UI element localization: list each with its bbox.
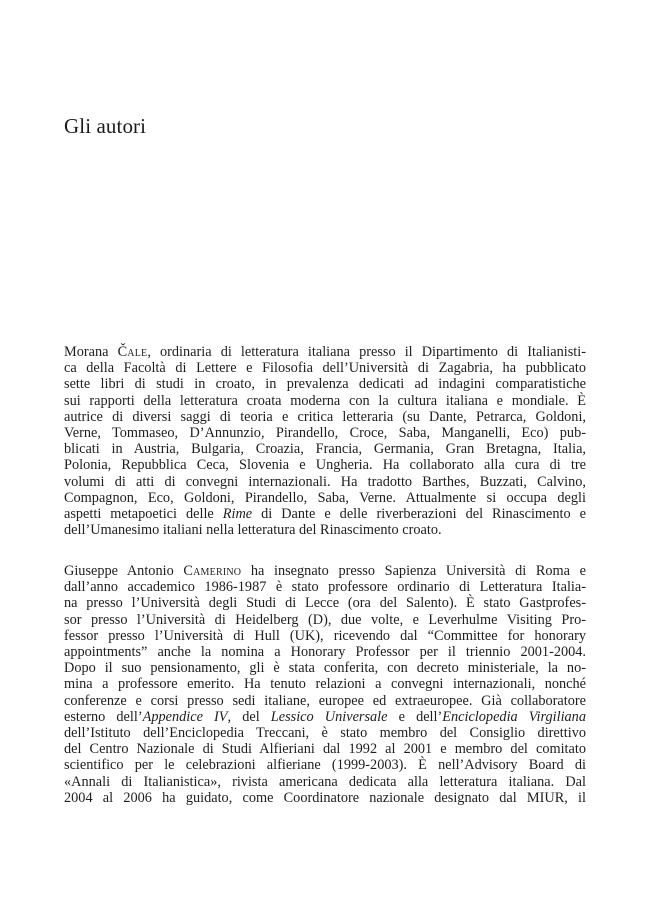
bio-line: Verne, Tommaseo, D’Annunzio, Pirandello, Croce, Saba, Manganelli, Eco) pub-: [64, 425, 586, 442]
work-title: Enciclopedia Virgiliana: [442, 708, 586, 725]
bio-line: sui rapporti della letteratura croata moderna con la cultura italiana e mondiale. È: [64, 392, 586, 409]
bio-line: 2004 al 2006 ha guidato, come Coordinatore nazionale designato dal MIUR, il: [64, 789, 586, 806]
bio-line: esterno dell’Appendice IV, del Lessico Universale e dell’Enciclopedia Virgiliana: [64, 708, 586, 725]
bio-line: scientifico per le celebrazioni alfieriane (1999-2003). È nell’Advisory Board di: [64, 757, 586, 774]
bio-line: dell’Umanesimo italiani nella letteratura del Rinascimento croato.: [64, 522, 442, 539]
bio-line: volumi di atti di convegni internazionali. Ha tradotto Barthes, Buzzati, Calvino,: [64, 473, 586, 490]
bio-line: Polonia, Repubblica Ceca, Slovenia e Ungheria. Ha collaborato alla cura di tre: [64, 457, 586, 474]
bio-line: aspetti metapoetici delle Rime di Dante e delle riverberazioni del Rinascimento e: [64, 506, 587, 523]
bio-line: fessor presso l’Università di Hull (UK), ricevendo dal “Committee for honorary: [64, 627, 586, 644]
bio-line: Dopo il suo pensionamento, gli è stata conferita, con decreto ministeriale, la no-: [64, 660, 586, 677]
bio-line: Morana Čale, ordinaria di letteratura italiana presso il Dipartimento di Italianisti-: [64, 344, 586, 360]
bio-line: na presso l’Università degli Studi di Lecce (ora del Salento). È stato Gastprofes-: [64, 595, 586, 612]
bio-line: «Annali di Italianistica», rivista americana dedicata alla letteratura italiana. Dal: [64, 773, 586, 790]
bio-line: appointments” anche la nomina a Honorary Professor per il triennio 2001-2004.: [64, 644, 586, 661]
work-title: Lessico Universale: [270, 708, 388, 725]
bio-paragraph: [64, 563, 586, 806]
bio-line: del Centro Nazionale di Studi Alfieriani dal 1992 al 2001 e membro del comitato: [64, 741, 586, 758]
work-title: Rime: [222, 506, 253, 523]
author-surname: Camerino: [183, 563, 242, 579]
work-title: Appendice IV: [142, 708, 228, 725]
bio-paragraph: [64, 344, 586, 538]
bio-line: dell’Istituto dell’Enciclopedia Treccani, è stato membro del Consiglio direttivo: [64, 725, 586, 742]
bio-line: ca della Facoltà di Lettere e Filosofia dell’Università di Zagabria, ha pubblicato: [64, 360, 586, 377]
bio-line: Giuseppe Antonio Camerino ha insegnato presso Sapienza Università di Roma e: [64, 563, 587, 579]
bio-line: mina a professore emerito. Ha tenuto relazioni a convegni internazionali, nonché: [64, 676, 586, 693]
author-first-name: Morana: [64, 344, 109, 360]
author-bio-camerino: [64, 563, 586, 806]
bio-line: sor presso l’Università di Heidelberg (D), due volte, e Leverhulme Visiting Pro-: [64, 611, 586, 628]
bio-line: sette libri di studi in croato, in prevalenza dedicati ad indagini comparatistiche: [64, 376, 586, 393]
bio-line: autrice di diversi saggi di teoria e critica letteraria (su Dante, Petrarca, Goldoni,: [64, 408, 586, 425]
bio-line: blicati in Austria, Bulgaria, Croazia, Francia, Germania, Gran Bretagna, Italia,: [64, 441, 586, 458]
bio-line: conferenze e corsi presso sedi italiane, europee ed extraeuropee. Già collaboratore: [64, 692, 586, 709]
author-bio-cale: [64, 344, 586, 538]
author-surname: Čale: [117, 344, 148, 360]
page-title: Gli autori: [64, 114, 147, 138]
bio-line: dall’anno accademico 1986-1987 è stato professore ordinario di Letteratura Italia-: [64, 579, 586, 596]
bio-line: Compagnon, Eco, Goldoni, Pirandello, Saba, Verne. Attualmente si occupa degli: [64, 489, 586, 506]
author-first-name: Giuseppe Antonio: [64, 563, 174, 579]
